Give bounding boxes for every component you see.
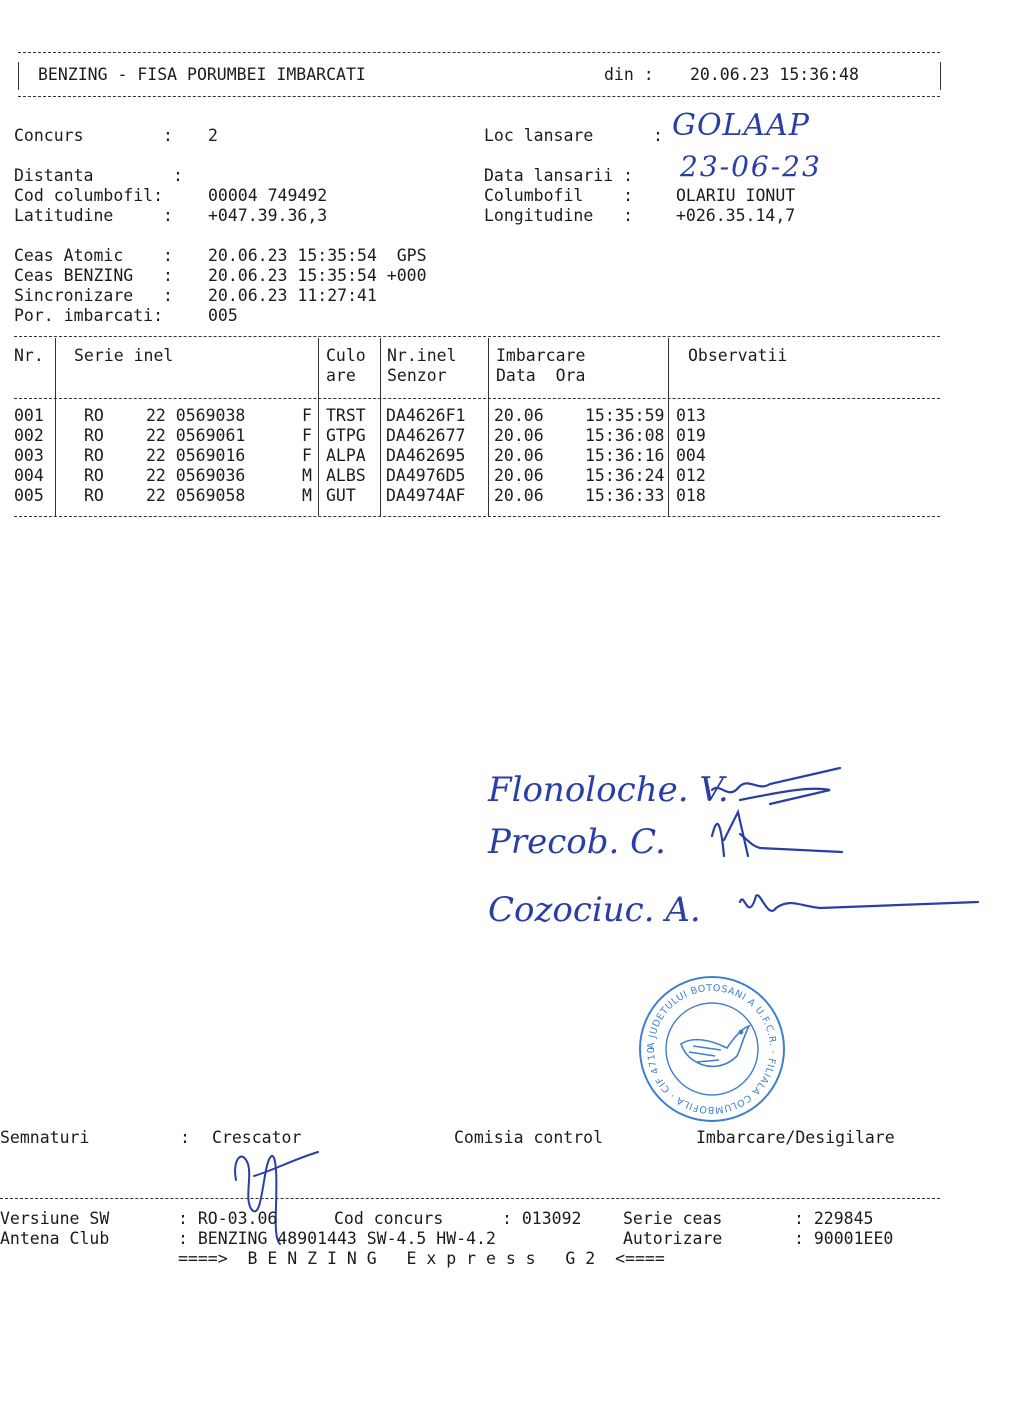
comisia-label: Comisia control xyxy=(454,1128,604,1147)
cell-country: RO xyxy=(84,446,104,465)
distanta-label: Distanta : xyxy=(14,166,183,185)
table-row xyxy=(0,446,940,466)
signature-1: Flonoloche. V. xyxy=(488,770,729,810)
col-header-serie: Serie inel xyxy=(74,346,174,365)
signature-1-tail xyxy=(740,789,830,804)
longitudine-value: +026.35.14,7 xyxy=(676,206,796,225)
header-top-rule xyxy=(18,52,940,53)
cell-data: 20.06 xyxy=(494,406,544,425)
cell-data: 20.06 xyxy=(494,466,544,485)
signature-2: Precob. C. xyxy=(488,822,666,862)
col-header-culoare-2: are xyxy=(326,366,356,385)
loc-lansare-handwritten: GOLAAP xyxy=(672,108,810,143)
cell-data: 20.06 xyxy=(494,426,544,445)
signature-2-flourish xyxy=(712,812,842,856)
table-row xyxy=(0,466,940,486)
versiune-sw-value: : RO-03.06 xyxy=(178,1209,278,1228)
table-row xyxy=(0,406,940,426)
ceas-atomic-value: 20.06.23 15:35:54 GPS xyxy=(208,246,427,265)
cell-senzor: DA4626F1 xyxy=(386,406,466,425)
cell-culoare: GTPG xyxy=(326,426,366,445)
table-row xyxy=(0,486,940,506)
concurs-value: 2 xyxy=(208,126,218,145)
cell-ora: 15:35:59 xyxy=(585,406,665,425)
header-date-value: 20.06.23 15:36:48 xyxy=(690,65,859,84)
semnaturi-colon: : xyxy=(180,1128,190,1147)
cell-culoare: ALBS xyxy=(326,466,366,485)
cell-ora: 15:36:33 xyxy=(585,486,665,505)
cell-country: RO xyxy=(84,426,104,445)
concurs-label: Concurs : xyxy=(14,126,173,145)
columbofil-value: OLARIU IONUT xyxy=(676,186,796,205)
versiune-sw-label: Versiune SW xyxy=(0,1209,110,1228)
columbofil-label: Columbofil : xyxy=(484,186,634,205)
club-stamp xyxy=(633,966,787,1124)
cell-ora: 15:36:24 xyxy=(585,466,665,485)
stamp-pigeon-icon xyxy=(681,1026,749,1066)
stamp-text: A JUDETULUI BOTOSANI A U.F.C.R. · FILIALA COLUMBOFILA · CIF 47102022 xyxy=(633,966,779,1116)
header-date-label: din : xyxy=(604,65,654,84)
cell-senzor: DA4974AF xyxy=(386,486,466,505)
cod-columbofil-label: Cod columbofil: xyxy=(14,186,164,205)
cell-sex: M xyxy=(302,486,312,505)
signature-3-flourish xyxy=(740,895,978,911)
ceas-atomic-label: Ceas Atomic : xyxy=(14,246,173,265)
col-header-culoare-1: Culo xyxy=(326,346,366,365)
col-header-nrinel-1: Nr.inel xyxy=(387,346,457,365)
latitudine-value: +047.39.36,3 xyxy=(208,206,328,225)
semnaturi-label: Semnaturi xyxy=(0,1128,90,1147)
data-lansarii-handwritten: 23-06-23 xyxy=(680,150,822,183)
cell-sex: F xyxy=(302,446,312,465)
imbarcare-desigilare-label: Imbarcare/Desigilare xyxy=(696,1128,895,1147)
table-row xyxy=(0,426,940,446)
por-imbarcati-label: Por. imbarcati: xyxy=(14,306,164,325)
cell-obs: 004 xyxy=(676,446,706,465)
por-imbarcati-value: 005 xyxy=(208,306,238,325)
cell-senzor: DA462695 xyxy=(386,446,466,465)
cell-senzor: DA4976D5 xyxy=(386,466,466,485)
cell-obs: 019 xyxy=(676,426,706,445)
cell-nr: 004 xyxy=(14,466,44,485)
cell-culoare: ALPA xyxy=(326,446,366,465)
crescator-label: Crescator xyxy=(212,1128,302,1147)
cell-obs: 018 xyxy=(676,486,706,505)
document-title: BENZING - FISA PORUMBEI IMBARCATI xyxy=(38,65,366,84)
ceas-benzing-value: 20.06.23 15:35:54 +000 xyxy=(208,266,427,285)
loc-lansare-label: Loc lansare xyxy=(484,126,594,145)
cell-serie: 22 0569016 xyxy=(146,446,246,465)
table-bottom-rule xyxy=(14,516,940,517)
serie-ceas-value: : 229845 xyxy=(794,1209,874,1228)
serie-ceas-label: Serie ceas xyxy=(623,1209,723,1228)
cell-country: RO xyxy=(84,466,104,485)
cell-data: 20.06 xyxy=(494,446,544,465)
cell-serie: 22 0569036 xyxy=(146,466,246,485)
col-header-imbarcare-2: Data Ora xyxy=(496,366,586,385)
data-lansarii-label: Data lansarii : xyxy=(484,166,634,185)
latitudine-label: Latitudine : xyxy=(14,206,173,225)
cell-culoare: GUT xyxy=(326,486,356,505)
cell-nr: 003 xyxy=(14,446,44,465)
signature-3: Cozociuc. A. xyxy=(488,890,701,930)
signature-1-flourish xyxy=(712,768,840,792)
cell-nr: 001 xyxy=(14,406,44,425)
cell-serie: 22 0569058 xyxy=(146,486,246,505)
cell-obs: 012 xyxy=(676,466,706,485)
footer-rule xyxy=(0,1198,940,1199)
ceas-benzing-label: Ceas BENZING : xyxy=(14,266,173,285)
col-header-nr: Nr. xyxy=(14,346,44,365)
cell-serie: 22 0569061 xyxy=(146,426,246,445)
header-left-edge xyxy=(18,62,19,90)
col-header-imbarcare-1: Imbarcare xyxy=(496,346,586,365)
cell-nr: 002 xyxy=(14,426,44,445)
sincronizare-value: 20.06.23 11:27:41 xyxy=(208,286,377,305)
cod-concurs-label: Cod concurs xyxy=(334,1209,444,1228)
antena-club-value: : BENZING 48901443 SW-4.5 HW-4.2 xyxy=(178,1229,496,1248)
cell-data: 20.06 xyxy=(494,486,544,505)
cod-concurs-value: : 013092 xyxy=(502,1209,582,1228)
longitudine-label: Longitudine : xyxy=(484,206,634,225)
autorizare-value: : 90001EE0 xyxy=(794,1229,894,1248)
cell-ora: 15:36:16 xyxy=(585,446,665,465)
cell-country: RO xyxy=(84,406,104,425)
cod-columbofil-value: 00004 749492 xyxy=(208,186,328,205)
table-header-rule xyxy=(14,398,940,399)
cell-sex: M xyxy=(302,466,312,485)
sincronizare-label: Sincronizare : xyxy=(14,286,173,305)
col-header-nrinel-2: Senzor xyxy=(387,366,447,385)
cell-ora: 15:36:08 xyxy=(585,426,665,445)
table-top-rule xyxy=(14,336,940,337)
header-bottom-rule xyxy=(18,96,940,97)
cell-culoare: TRST xyxy=(326,406,366,425)
header-right-edge xyxy=(940,62,941,90)
cell-serie: 22 0569038 xyxy=(146,406,246,425)
benzing-express-banner: ====> B E N Z I N G E x p r e s s G 2 <==== xyxy=(178,1249,665,1268)
col-header-observatii: Observatii xyxy=(688,346,788,365)
cell-sex: F xyxy=(302,426,312,445)
antena-club-label: Antena Club xyxy=(0,1229,110,1248)
cell-senzor: DA462677 xyxy=(386,426,466,445)
cell-nr: 005 xyxy=(14,486,44,505)
cell-country: RO xyxy=(84,486,104,505)
cell-sex: F xyxy=(302,406,312,425)
autorizare-label: Autorizare xyxy=(623,1229,723,1248)
cell-obs: 013 xyxy=(676,406,706,425)
loc-lansare-colon: : xyxy=(653,126,663,145)
